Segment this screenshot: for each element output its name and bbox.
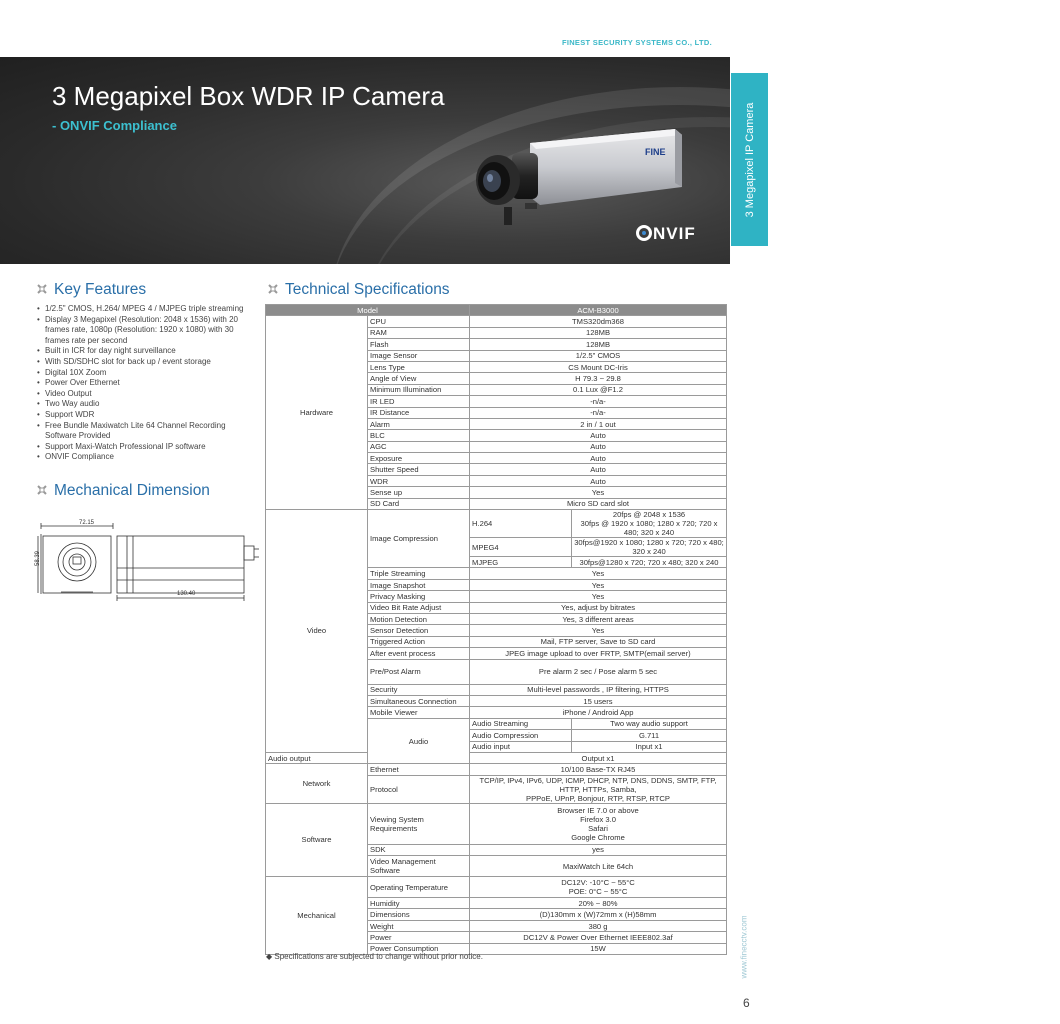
spec-label: RAM <box>368 327 470 338</box>
section-mark-icon <box>268 284 278 294</box>
list-item: • ONVIF Compliance <box>37 452 257 463</box>
spec-value <box>470 803 727 844</box>
spec-value: iPhone / Android App <box>470 707 727 718</box>
product-title: 3 Megapixel Box WDR IP Camera <box>52 81 445 111</box>
hero-banner <box>0 57 730 264</box>
list-item: • Support WDR <box>37 410 257 421</box>
spec-label: Mobile Viewer <box>368 707 470 718</box>
list-item: • Display 3 Megapixel (Resolution: 2048 x 1536) with 20 frames rate, 1080p (Resolution: 1920 x 1080) with 30 frames rate per second <box>37 315 257 347</box>
spec-value: 0.1 Lux @F1.2 <box>470 384 727 395</box>
spec-value: H 79.3 ~ 29.8 <box>470 373 727 384</box>
spec-value: Auto <box>470 453 727 464</box>
spec-value: Input x1 <box>572 741 727 752</box>
codec-label: MPEG4 <box>470 538 572 557</box>
spec-value: Pre alarm 2 sec / Pose alarm 5 sec <box>470 659 727 684</box>
side-tab-label: 3 Megapixel IP Camera <box>743 102 756 217</box>
spec-label: Image Compression <box>368 510 470 568</box>
table-row <box>266 877 727 898</box>
viewing-requirement: Firefox 3.0 <box>580 814 616 824</box>
list-item: • Video Output <box>37 389 257 400</box>
spec-value: 128MB <box>470 327 727 338</box>
spec-value: 15W <box>470 943 727 954</box>
group-software: Software <box>266 803 368 876</box>
specifications-table <box>265 304 727 955</box>
section-mark-icon <box>37 284 47 294</box>
side-category-tab <box>731 73 768 246</box>
model-label: Model <box>266 305 470 316</box>
spec-label: Audio Compression <box>470 730 572 741</box>
spec-value: yes <box>470 844 727 855</box>
spec-value: Yes <box>470 625 727 636</box>
group-hardware: Hardware <box>266 316 368 510</box>
spec-value: Yes, 3 different areas <box>470 613 727 624</box>
table-header-row <box>266 305 727 316</box>
spec-label: Flash <box>368 339 470 350</box>
spec-label: Humidity <box>368 898 470 909</box>
spec-label: Triple Streaming <box>368 568 470 579</box>
mechanical-dimension-title: Mechanical Dimension <box>54 482 210 499</box>
spec-value: Micro SD card slot <box>470 498 727 509</box>
spec-value: (D)130mm x (W)72mm x (H)58mm <box>470 909 727 920</box>
spec-value: Auto <box>470 475 727 486</box>
spec-label: Minimum Illumination <box>368 384 470 395</box>
spec-label: Security <box>368 684 470 695</box>
spec-label: IR Distance <box>368 407 470 418</box>
spec-label: SD Card <box>368 498 470 509</box>
viewing-requirement: Google Chrome <box>571 832 625 842</box>
spec-label: Power Consumption <box>368 943 470 954</box>
list-item: • 1/2.5" CMOS, H.264/ MPEG 4 / MJPEG triple streaming <box>37 304 257 315</box>
protocol-line-1: TCP/IP, IPv4, IPv6, UDP, ICMP, DHCP, NTP, DNS, DDNS, SMTP, FTP, HTTP, HTTPs, Samba, <box>479 775 717 794</box>
spec-label: CPU <box>368 316 470 327</box>
spec-value <box>572 510 727 538</box>
spec-value: TMS320dm368 <box>470 316 727 327</box>
optemp-line-1: DC12V: -10°C ~ 55°C <box>561 878 635 888</box>
spec-label: After event process <box>368 648 470 659</box>
spec-label: Dimensions <box>368 909 470 920</box>
spec-value: Two way audio support <box>572 718 727 729</box>
technical-specifications-title: Technical Specifications <box>285 281 450 298</box>
list-item: • Support Maxi-Watch Professional IP software <box>37 442 257 453</box>
spec-label: Motion Detection <box>368 613 470 624</box>
spec-value: 1/2.5" CMOS <box>470 350 727 361</box>
spec-label: Image Sensor <box>368 350 470 361</box>
spec-value: DC12V & Power Over Ethernet IEEE802.3af <box>470 932 727 943</box>
table-row <box>266 316 727 327</box>
spec-value: 380 g <box>470 920 727 931</box>
spec-value: Output x1 <box>470 752 727 763</box>
spec-label: Power <box>368 932 470 943</box>
product-subtitle: - ONVIF Compliance <box>52 118 177 133</box>
spec-label: Alarm <box>368 418 470 429</box>
spec-value <box>470 775 727 803</box>
spec-label: Lens Type <box>368 361 470 372</box>
spec-value: Yes <box>470 487 727 498</box>
dimension-length-label: 130.40 <box>177 591 196 597</box>
list-item: • Two Way audio <box>37 399 257 410</box>
spec-value: Mail, FTP server, Save to SD card <box>470 636 727 647</box>
onvif-logo <box>636 224 696 244</box>
codec-label: H.264 <box>470 510 572 538</box>
spec-value: JPEG image upload to over FRTP, SMTP(email server) <box>470 648 727 659</box>
model-value: ACM-B3000 <box>470 305 727 316</box>
spec-label: Pre/Post Alarm <box>368 659 470 684</box>
viewing-requirement: Browser IE 7.0 or above <box>557 805 639 815</box>
technical-specifications-heading <box>268 281 450 299</box>
spec-value: 15 users <box>470 695 727 706</box>
website-url[interactable] <box>737 912 751 982</box>
mechanical-dimension-drawing <box>37 514 262 604</box>
dimension-height-label: 58.39 <box>35 550 41 566</box>
spec-label: Video Bit Rate Adjust <box>368 602 470 613</box>
spec-value: 10/100 Base-TX RJ45 <box>470 764 727 775</box>
spec-value: Yes, adjust by bitrates <box>470 602 727 613</box>
footnote <box>266 952 483 961</box>
camera-product-image <box>470 125 690 275</box>
table-row <box>266 803 727 844</box>
spec-value: Auto <box>470 441 727 452</box>
spec-label: AGC <box>368 441 470 452</box>
group-mechanical: Mechanical <box>266 877 368 955</box>
spec-label: Triggered Action <box>368 636 470 647</box>
spec-value: 30fps@1920 x 1080; 1280 x 720; 720 x 480; 320 x 240 <box>572 538 727 557</box>
spec-label: SDK <box>368 844 470 855</box>
spec-label: Sense up <box>368 487 470 498</box>
list-item: • Power Over Ethernet <box>37 378 257 389</box>
spec-label: Weight <box>368 920 470 931</box>
spec-label: Image Snapshot <box>368 579 470 590</box>
footnote-text: Specifications are subjected to change without prior notice. <box>274 952 483 961</box>
spec-value: Auto <box>470 430 727 441</box>
list-item: • Digital 10X Zoom <box>37 368 257 379</box>
spec-label: Simultaneous Connection <box>368 695 470 706</box>
spec-value <box>470 877 727 898</box>
spec-label: Privacy Masking <box>368 591 470 602</box>
key-features-list <box>37 304 257 463</box>
onvif-ring-icon <box>636 225 652 241</box>
spec-value: Yes <box>470 591 727 602</box>
mechanical-dimension-heading <box>37 482 210 500</box>
spec-label: Sensor Detection <box>368 625 470 636</box>
spec-value: Yes <box>470 579 727 590</box>
key-features-heading <box>37 281 146 299</box>
list-item: • Built in ICR for day night surveillance <box>37 346 257 357</box>
spec-label: Audio input <box>470 741 572 752</box>
spec-label: Exposure <box>368 453 470 464</box>
spec-value: -n/a- <box>470 396 727 407</box>
list-item: • With SD/SDHC slot for back up / event storage <box>37 357 257 368</box>
spec-label: Protocol <box>368 775 470 803</box>
table-row <box>266 510 727 538</box>
camera-brand-logo: FINE <box>645 147 666 157</box>
spec-value: Multi-level passwords , IP filtering, HTTPS <box>470 684 727 695</box>
spec-value: 128MB <box>470 339 727 350</box>
h264-line-1: 20fps @ 2048 x 1536 <box>612 510 686 520</box>
spec-label: Audio Streaming <box>470 718 572 729</box>
section-mark-icon <box>37 485 47 495</box>
spec-value: Yes <box>470 568 727 579</box>
bullet-icon: ◆ <box>266 952 275 961</box>
h264-line-2: 30fps @ 1920 x 1080; 1280 x 720; 720 x 480; 320 x 240 <box>580 519 718 538</box>
spec-value: Auto <box>470 464 727 475</box>
optemp-line-2: POE: 0°C ~ 55°C <box>568 887 628 897</box>
spec-label: Audio output <box>266 752 368 763</box>
spec-label: BLC <box>368 430 470 441</box>
spec-label: Viewing System Requirements <box>368 803 470 844</box>
spec-label: IR LED <box>368 396 470 407</box>
viewing-requirement: Safari <box>588 823 608 833</box>
page-number: 6 <box>743 996 750 1010</box>
group-audio: Audio <box>368 718 470 764</box>
key-features-title: Key Features <box>54 281 147 298</box>
table-row <box>266 764 727 775</box>
spec-value: G.711 <box>572 730 727 741</box>
group-video: Video <box>266 510 368 753</box>
spec-label: Angle of View <box>368 373 470 384</box>
protocol-line-2: PPPoE, UPnP, Bonjour, RTP, RTSP, RTCP <box>526 793 670 803</box>
group-network: Network <box>266 764 368 803</box>
spec-value: 30fps@1280 x 720; 720 x 480; 320 x 240 <box>572 557 727 568</box>
spec-value: 20% ~ 80% <box>470 898 727 909</box>
spec-label: WDR <box>368 475 470 486</box>
spec-value: MaxiWatch Lite 64ch <box>470 856 727 877</box>
table-row <box>266 752 727 763</box>
spec-value: 2 in / 1 out <box>470 418 727 429</box>
spec-value: CS Mount DC-Iris <box>470 361 727 372</box>
codec-label: MJPEG <box>470 557 572 568</box>
list-item: • Free Bundle Maxiwatch Lite 64 Channel Recording Software Provided <box>37 421 257 442</box>
spec-label: Shutter Speed <box>368 464 470 475</box>
spec-label: Operating Temperature <box>368 877 470 898</box>
website-text[interactable]: www.finecctv.com <box>739 915 749 979</box>
spec-label: Ethernet <box>368 764 470 775</box>
company-name: FINEST SECURITY SYSTEMS CO., LTD. <box>561 38 712 47</box>
onvif-logo-text: NVIF <box>653 224 696 243</box>
dimension-width-label: 72.15 <box>79 520 95 526</box>
spec-value: -n/a- <box>470 407 727 418</box>
spec-label: Video Management Software <box>368 856 470 877</box>
